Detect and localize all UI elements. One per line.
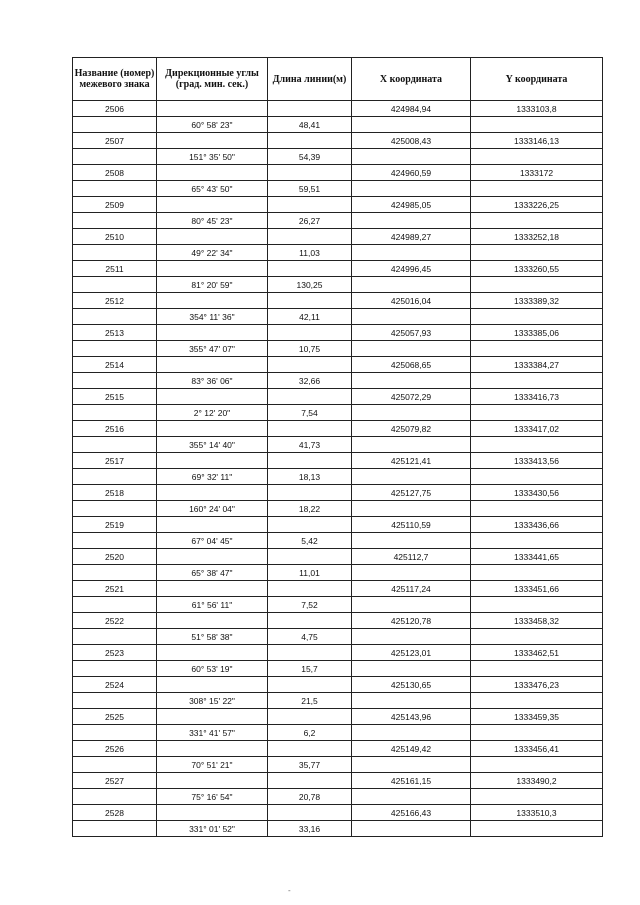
- direction-angle-cell: 65° 38' 47": [157, 565, 268, 581]
- empty-angle-cell: [157, 325, 268, 341]
- y-coordinate-cell: 1333459,35: [471, 709, 603, 725]
- line-length-cell: 32,66: [268, 373, 352, 389]
- x-coordinate-cell: 424960,59: [352, 165, 471, 181]
- empty-name-cell: [73, 501, 157, 517]
- empty-y-cell: [471, 213, 603, 229]
- direction-angle-cell: 60° 53' 19": [157, 661, 268, 677]
- point-row: [73, 229, 603, 245]
- empty-name-cell: [73, 757, 157, 773]
- point-name-cell: 2524: [73, 677, 157, 693]
- segment-row: [73, 373, 603, 389]
- y-coordinate-cell: 1333226,25: [471, 197, 603, 213]
- empty-name-cell: [73, 149, 157, 165]
- empty-y-cell: [471, 629, 603, 645]
- point-name-cell: 2516: [73, 421, 157, 437]
- empty-angle-cell: [157, 261, 268, 277]
- direction-angle-cell: 151° 35' 50": [157, 149, 268, 165]
- empty-length-cell: [268, 741, 352, 757]
- empty-length-cell: [268, 197, 352, 213]
- point-row: [73, 165, 603, 181]
- segment-row: [73, 277, 603, 293]
- empty-x-cell: [352, 533, 471, 549]
- empty-x-cell: [352, 405, 471, 421]
- line-length-cell: 130,25: [268, 277, 352, 293]
- y-coordinate-cell: 1333430,56: [471, 485, 603, 501]
- direction-angle-cell: 61° 56' 11": [157, 597, 268, 613]
- point-name-cell: 2521: [73, 581, 157, 597]
- empty-length-cell: [268, 389, 352, 405]
- point-row: [73, 677, 603, 693]
- table-header-row: [73, 58, 603, 101]
- x-coordinate-cell: 424989,27: [352, 229, 471, 245]
- empty-x-cell: [352, 725, 471, 741]
- empty-name-cell: [73, 821, 157, 837]
- empty-x-cell: [352, 693, 471, 709]
- empty-angle-cell: [157, 197, 268, 213]
- point-row: [73, 325, 603, 341]
- empty-length-cell: [268, 581, 352, 597]
- empty-y-cell: [471, 533, 603, 549]
- point-row: [73, 773, 603, 789]
- empty-name-cell: [73, 309, 157, 325]
- empty-length-cell: [268, 613, 352, 629]
- empty-x-cell: [352, 501, 471, 517]
- empty-name-cell: [73, 117, 157, 133]
- x-coordinate-cell: 425079,82: [352, 421, 471, 437]
- header-x: X координата: [352, 58, 471, 101]
- segment-row: [73, 693, 603, 709]
- empty-x-cell: [352, 181, 471, 197]
- segment-row: [73, 309, 603, 325]
- empty-angle-cell: [157, 421, 268, 437]
- empty-x-cell: [352, 117, 471, 133]
- empty-length-cell: [268, 357, 352, 373]
- line-length-cell: 54,39: [268, 149, 352, 165]
- point-row: [73, 645, 603, 661]
- segment-row: [73, 757, 603, 773]
- empty-angle-cell: [157, 549, 268, 565]
- empty-y-cell: [471, 565, 603, 581]
- line-length-cell: 42,11: [268, 309, 352, 325]
- empty-name-cell: [73, 373, 157, 389]
- empty-y-cell: [471, 245, 603, 261]
- empty-angle-cell: [157, 229, 268, 245]
- y-coordinate-cell: 1333252,18: [471, 229, 603, 245]
- line-length-cell: 18,22: [268, 501, 352, 517]
- point-row: [73, 485, 603, 501]
- empty-y-cell: [471, 341, 603, 357]
- point-name-cell: 2514: [73, 357, 157, 373]
- empty-name-cell: [73, 565, 157, 581]
- x-coordinate-cell: 425127,75: [352, 485, 471, 501]
- line-length-cell: 26,27: [268, 213, 352, 229]
- point-name-cell: 2519: [73, 517, 157, 533]
- empty-length-cell: [268, 421, 352, 437]
- segment-row: [73, 789, 603, 805]
- direction-angle-cell: 355° 47' 07": [157, 341, 268, 357]
- empty-length-cell: [268, 645, 352, 661]
- x-coordinate-cell: 425166,43: [352, 805, 471, 821]
- x-coordinate-cell: 425161,15: [352, 773, 471, 789]
- point-row: [73, 517, 603, 533]
- segment-row: [73, 117, 603, 133]
- direction-angle-cell: 51° 58' 38": [157, 629, 268, 645]
- direction-angle-cell: 67° 04' 45": [157, 533, 268, 549]
- empty-y-cell: [471, 757, 603, 773]
- segment-row: [73, 501, 603, 517]
- segment-row: [73, 437, 603, 453]
- point-row: [73, 389, 603, 405]
- empty-y-cell: [471, 277, 603, 293]
- segment-row: [73, 341, 603, 357]
- y-coordinate-cell: 1333384,27: [471, 357, 603, 373]
- y-coordinate-cell: 1333385,06: [471, 325, 603, 341]
- empty-y-cell: [471, 149, 603, 165]
- line-length-cell: 11,01: [268, 565, 352, 581]
- point-name-cell: 2517: [73, 453, 157, 469]
- x-coordinate-cell: 425117,24: [352, 581, 471, 597]
- x-coordinate-cell: 425149,42: [352, 741, 471, 757]
- point-name-cell: 2520: [73, 549, 157, 565]
- direction-angle-cell: 81° 20' 59": [157, 277, 268, 293]
- y-coordinate-cell: 1333146,13: [471, 133, 603, 149]
- empty-y-cell: [471, 469, 603, 485]
- x-coordinate-cell: 425072,29: [352, 389, 471, 405]
- x-coordinate-cell: 424996,45: [352, 261, 471, 277]
- empty-y-cell: [471, 309, 603, 325]
- header-length: Длина линии(м): [268, 58, 352, 101]
- x-coordinate-cell: 425112,7: [352, 549, 471, 565]
- segment-row: [73, 149, 603, 165]
- empty-length-cell: [268, 293, 352, 309]
- point-name-cell: 2508: [73, 165, 157, 181]
- point-name-cell: 2506: [73, 101, 157, 117]
- direction-angle-cell: 331° 41' 57": [157, 725, 268, 741]
- x-coordinate-cell: 425120,78: [352, 613, 471, 629]
- point-row: [73, 261, 603, 277]
- empty-angle-cell: [157, 133, 268, 149]
- empty-y-cell: [471, 789, 603, 805]
- empty-name-cell: [73, 437, 157, 453]
- empty-name-cell: [73, 597, 157, 613]
- x-coordinate-cell: 425068,65: [352, 357, 471, 373]
- empty-x-cell: [352, 213, 471, 229]
- y-coordinate-cell: 1333490,2: [471, 773, 603, 789]
- y-coordinate-cell: 1333436,66: [471, 517, 603, 533]
- empty-length-cell: [268, 325, 352, 341]
- empty-x-cell: [352, 309, 471, 325]
- header-y: Y координата: [471, 58, 603, 101]
- empty-angle-cell: [157, 293, 268, 309]
- direction-angle-cell: 49° 22' 34": [157, 245, 268, 261]
- empty-x-cell: [352, 629, 471, 645]
- empty-y-cell: [471, 725, 603, 741]
- line-length-cell: 6,2: [268, 725, 352, 741]
- direction-angle-cell: 308° 15' 22": [157, 693, 268, 709]
- empty-angle-cell: [157, 805, 268, 821]
- point-name-cell: 2525: [73, 709, 157, 725]
- empty-y-cell: [471, 117, 603, 133]
- direction-angle-cell: 69° 32' 11": [157, 469, 268, 485]
- empty-name-cell: [73, 661, 157, 677]
- empty-angle-cell: [157, 165, 268, 181]
- y-coordinate-cell: 1333462,51: [471, 645, 603, 661]
- empty-x-cell: [352, 661, 471, 677]
- direction-angle-cell: 354° 11' 36": [157, 309, 268, 325]
- point-row: [73, 453, 603, 469]
- x-coordinate-cell: 425057,93: [352, 325, 471, 341]
- direction-angle-cell: 160° 24' 04": [157, 501, 268, 517]
- line-length-cell: 20,78: [268, 789, 352, 805]
- point-row: [73, 741, 603, 757]
- empty-x-cell: [352, 821, 471, 837]
- direction-angle-cell: 2° 12' 20": [157, 405, 268, 421]
- empty-name-cell: [73, 181, 157, 197]
- line-length-cell: 4,75: [268, 629, 352, 645]
- x-coordinate-cell: 425121,41: [352, 453, 471, 469]
- point-row: [73, 805, 603, 821]
- empty-angle-cell: [157, 101, 268, 117]
- direction-angle-cell: 331° 01' 52": [157, 821, 268, 837]
- empty-y-cell: [471, 437, 603, 453]
- empty-length-cell: [268, 709, 352, 725]
- empty-angle-cell: [157, 613, 268, 629]
- header-angles: Дирекционные углы (град. мин. сек.): [157, 58, 268, 101]
- empty-angle-cell: [157, 581, 268, 597]
- empty-y-cell: [471, 597, 603, 613]
- empty-length-cell: [268, 453, 352, 469]
- empty-x-cell: [352, 789, 471, 805]
- empty-length-cell: [268, 549, 352, 565]
- segment-row: [73, 213, 603, 229]
- empty-name-cell: [73, 277, 157, 293]
- point-name-cell: 2513: [73, 325, 157, 341]
- empty-length-cell: [268, 133, 352, 149]
- empty-angle-cell: [157, 485, 268, 501]
- direction-angle-cell: 60° 58' 23": [157, 117, 268, 133]
- empty-angle-cell: [157, 709, 268, 725]
- point-row: [73, 421, 603, 437]
- empty-angle-cell: [157, 389, 268, 405]
- empty-length-cell: [268, 773, 352, 789]
- empty-y-cell: [471, 373, 603, 389]
- segment-row: [73, 469, 603, 485]
- x-coordinate-cell: 425016,04: [352, 293, 471, 309]
- empty-length-cell: [268, 101, 352, 117]
- empty-name-cell: [73, 789, 157, 805]
- y-coordinate-cell: 1333476,23: [471, 677, 603, 693]
- point-name-cell: 2509: [73, 197, 157, 213]
- y-coordinate-cell: 1333389,32: [471, 293, 603, 309]
- empty-angle-cell: [157, 677, 268, 693]
- direction-angle-cell: 355° 14' 40": [157, 437, 268, 453]
- empty-angle-cell: [157, 453, 268, 469]
- x-coordinate-cell: 425123,01: [352, 645, 471, 661]
- empty-length-cell: [268, 165, 352, 181]
- empty-name-cell: [73, 533, 157, 549]
- point-row: [73, 549, 603, 565]
- point-name-cell: 2515: [73, 389, 157, 405]
- empty-angle-cell: [157, 357, 268, 373]
- point-name-cell: 2527: [73, 773, 157, 789]
- line-length-cell: 35,77: [268, 757, 352, 773]
- point-row: [73, 293, 603, 309]
- line-length-cell: 7,52: [268, 597, 352, 613]
- empty-y-cell: [471, 405, 603, 421]
- empty-x-cell: [352, 469, 471, 485]
- empty-x-cell: [352, 437, 471, 453]
- direction-angle-cell: 75° 16' 54": [157, 789, 268, 805]
- line-length-cell: 59,51: [268, 181, 352, 197]
- y-coordinate-cell: 1333260,55: [471, 261, 603, 277]
- point-row: [73, 581, 603, 597]
- segment-row: [73, 629, 603, 645]
- empty-angle-cell: [157, 517, 268, 533]
- line-length-cell: 11,03: [268, 245, 352, 261]
- point-row: [73, 133, 603, 149]
- empty-length-cell: [268, 677, 352, 693]
- segment-row: [73, 661, 603, 677]
- empty-y-cell: [471, 821, 603, 837]
- point-name-cell: 2510: [73, 229, 157, 245]
- direction-angle-cell: 80° 45' 23": [157, 213, 268, 229]
- empty-length-cell: [268, 517, 352, 533]
- empty-length-cell: [268, 485, 352, 501]
- empty-x-cell: [352, 597, 471, 613]
- empty-angle-cell: [157, 741, 268, 757]
- empty-length-cell: [268, 229, 352, 245]
- empty-x-cell: [352, 277, 471, 293]
- empty-x-cell: [352, 149, 471, 165]
- empty-angle-cell: [157, 645, 268, 661]
- point-name-cell: 2512: [73, 293, 157, 309]
- direction-angle-cell: 83° 36' 06": [157, 373, 268, 389]
- direction-angle-cell: 70° 51' 21": [157, 757, 268, 773]
- empty-y-cell: [471, 181, 603, 197]
- segment-row: [73, 821, 603, 837]
- point-name-cell: 2523: [73, 645, 157, 661]
- point-row: [73, 101, 603, 117]
- empty-name-cell: [73, 693, 157, 709]
- empty-name-cell: [73, 341, 157, 357]
- point-name-cell: 2522: [73, 613, 157, 629]
- direction-angle-cell: 65° 43' 50": [157, 181, 268, 197]
- empty-name-cell: [73, 629, 157, 645]
- x-coordinate-cell: 425130,65: [352, 677, 471, 693]
- x-coordinate-cell: 425008,43: [352, 133, 471, 149]
- line-length-cell: 21,5: [268, 693, 352, 709]
- point-name-cell: 2528: [73, 805, 157, 821]
- y-coordinate-cell: 1333451,66: [471, 581, 603, 597]
- point-name-cell: 2526: [73, 741, 157, 757]
- segment-row: [73, 725, 603, 741]
- y-coordinate-cell: 1333103,8: [471, 101, 603, 117]
- x-coordinate-cell: 424984,94: [352, 101, 471, 117]
- y-coordinate-cell: 1333441,65: [471, 549, 603, 565]
- empty-x-cell: [352, 757, 471, 773]
- table-body: [73, 101, 603, 837]
- segment-row: [73, 597, 603, 613]
- empty-name-cell: [73, 725, 157, 741]
- empty-name-cell: [73, 469, 157, 485]
- coordinates-table: [72, 57, 603, 837]
- empty-x-cell: [352, 373, 471, 389]
- x-coordinate-cell: 425143,96: [352, 709, 471, 725]
- line-length-cell: 5,42: [268, 533, 352, 549]
- point-name-cell: 2507: [73, 133, 157, 149]
- line-length-cell: 33,16: [268, 821, 352, 837]
- y-coordinate-cell: 1333416,73: [471, 389, 603, 405]
- y-coordinate-cell: 1333413,56: [471, 453, 603, 469]
- empty-length-cell: [268, 805, 352, 821]
- y-coordinate-cell: 1333172: [471, 165, 603, 181]
- segment-row: [73, 533, 603, 549]
- line-length-cell: 15,7: [268, 661, 352, 677]
- y-coordinate-cell: 1333458,32: [471, 613, 603, 629]
- segment-row: [73, 405, 603, 421]
- segment-row: [73, 245, 603, 261]
- point-row: [73, 197, 603, 213]
- page-dash-mark: -: [288, 886, 291, 895]
- empty-x-cell: [352, 341, 471, 357]
- y-coordinate-cell: 1333417,02: [471, 421, 603, 437]
- header-name: Название (номер) межевого знака: [73, 58, 157, 101]
- point-row: [73, 709, 603, 725]
- segment-row: [73, 565, 603, 581]
- segment-row: [73, 181, 603, 197]
- line-length-cell: 48,41: [268, 117, 352, 133]
- empty-angle-cell: [157, 773, 268, 789]
- empty-x-cell: [352, 565, 471, 581]
- empty-y-cell: [471, 501, 603, 517]
- y-coordinate-cell: 1333510,3: [471, 805, 603, 821]
- x-coordinate-cell: 424985,05: [352, 197, 471, 213]
- line-length-cell: 10,75: [268, 341, 352, 357]
- line-length-cell: 18,13: [268, 469, 352, 485]
- y-coordinate-cell: 1333456,41: [471, 741, 603, 757]
- empty-name-cell: [73, 213, 157, 229]
- empty-y-cell: [471, 661, 603, 677]
- point-name-cell: 2518: [73, 485, 157, 501]
- point-row: [73, 357, 603, 373]
- line-length-cell: 41,73: [268, 437, 352, 453]
- empty-y-cell: [471, 693, 603, 709]
- x-coordinate-cell: 425110,59: [352, 517, 471, 533]
- empty-name-cell: [73, 405, 157, 421]
- point-name-cell: 2511: [73, 261, 157, 277]
- point-row: [73, 613, 603, 629]
- empty-length-cell: [268, 261, 352, 277]
- empty-x-cell: [352, 245, 471, 261]
- empty-name-cell: [73, 245, 157, 261]
- line-length-cell: 7,54: [268, 405, 352, 421]
